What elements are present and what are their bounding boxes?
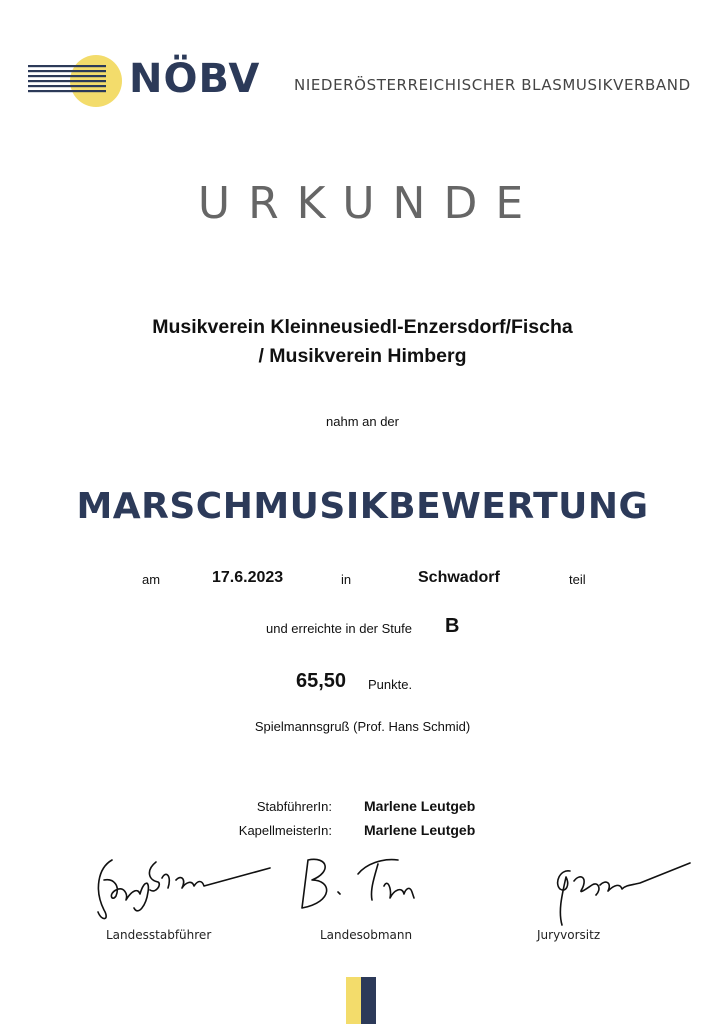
level-label: und erreichte in der Stufe xyxy=(266,621,412,636)
level-value: B xyxy=(445,615,460,637)
greeting-text: Spielmannsgruß (Prof. Hans Schmid) xyxy=(254,719,471,734)
signature-landesstabfuehrer xyxy=(90,850,280,925)
signature-landesobmann xyxy=(298,850,438,920)
signature-title-juryvorsitz: Juryvorsitz xyxy=(537,928,601,942)
signature-title-landesobmann: Landesobmann xyxy=(320,928,413,942)
document-title: URKUNDE xyxy=(197,178,542,229)
teil-label: teil xyxy=(569,572,586,587)
event-name: MARSCHMUSIKBEWERTUNG xyxy=(76,486,649,527)
signature-juryvorsitz xyxy=(540,855,700,930)
am-label: am xyxy=(142,572,161,587)
org-name: NIEDERÖSTERREICHISCHER BLASMUSIKVERBAND xyxy=(294,76,691,94)
noebv-logo xyxy=(26,48,266,112)
in-label: in xyxy=(341,572,352,587)
score-value: 65,50 xyxy=(296,670,347,692)
event-location: Schwadorf xyxy=(418,569,500,586)
brand-bar-yellow xyxy=(346,977,361,1024)
participation-text: nahm an der xyxy=(326,414,399,429)
recipient-line-1: Musikverein Kleinneusiedl-Enzersdorf/Fischa xyxy=(152,316,573,338)
brand-bar-navy xyxy=(361,977,376,1024)
signature-title-landesstabfuehrer: Landesstabführer xyxy=(106,928,212,942)
recipient-line-2: / Musikverein Himberg xyxy=(258,345,467,367)
event-date: 17.6.2023 xyxy=(212,569,284,586)
score-unit: Punkte. xyxy=(368,677,413,692)
role-label-stabfuehrer: StabführerIn: xyxy=(256,799,332,814)
role-label-kapellmeister: KapellmeisterIn: xyxy=(238,823,332,838)
role-name-stabfuehrer: Marlene Leutgeb xyxy=(364,798,476,814)
logo-text: NÖBV xyxy=(129,56,261,102)
role-name-kapellmeister: Marlene Leutgeb xyxy=(364,822,476,838)
